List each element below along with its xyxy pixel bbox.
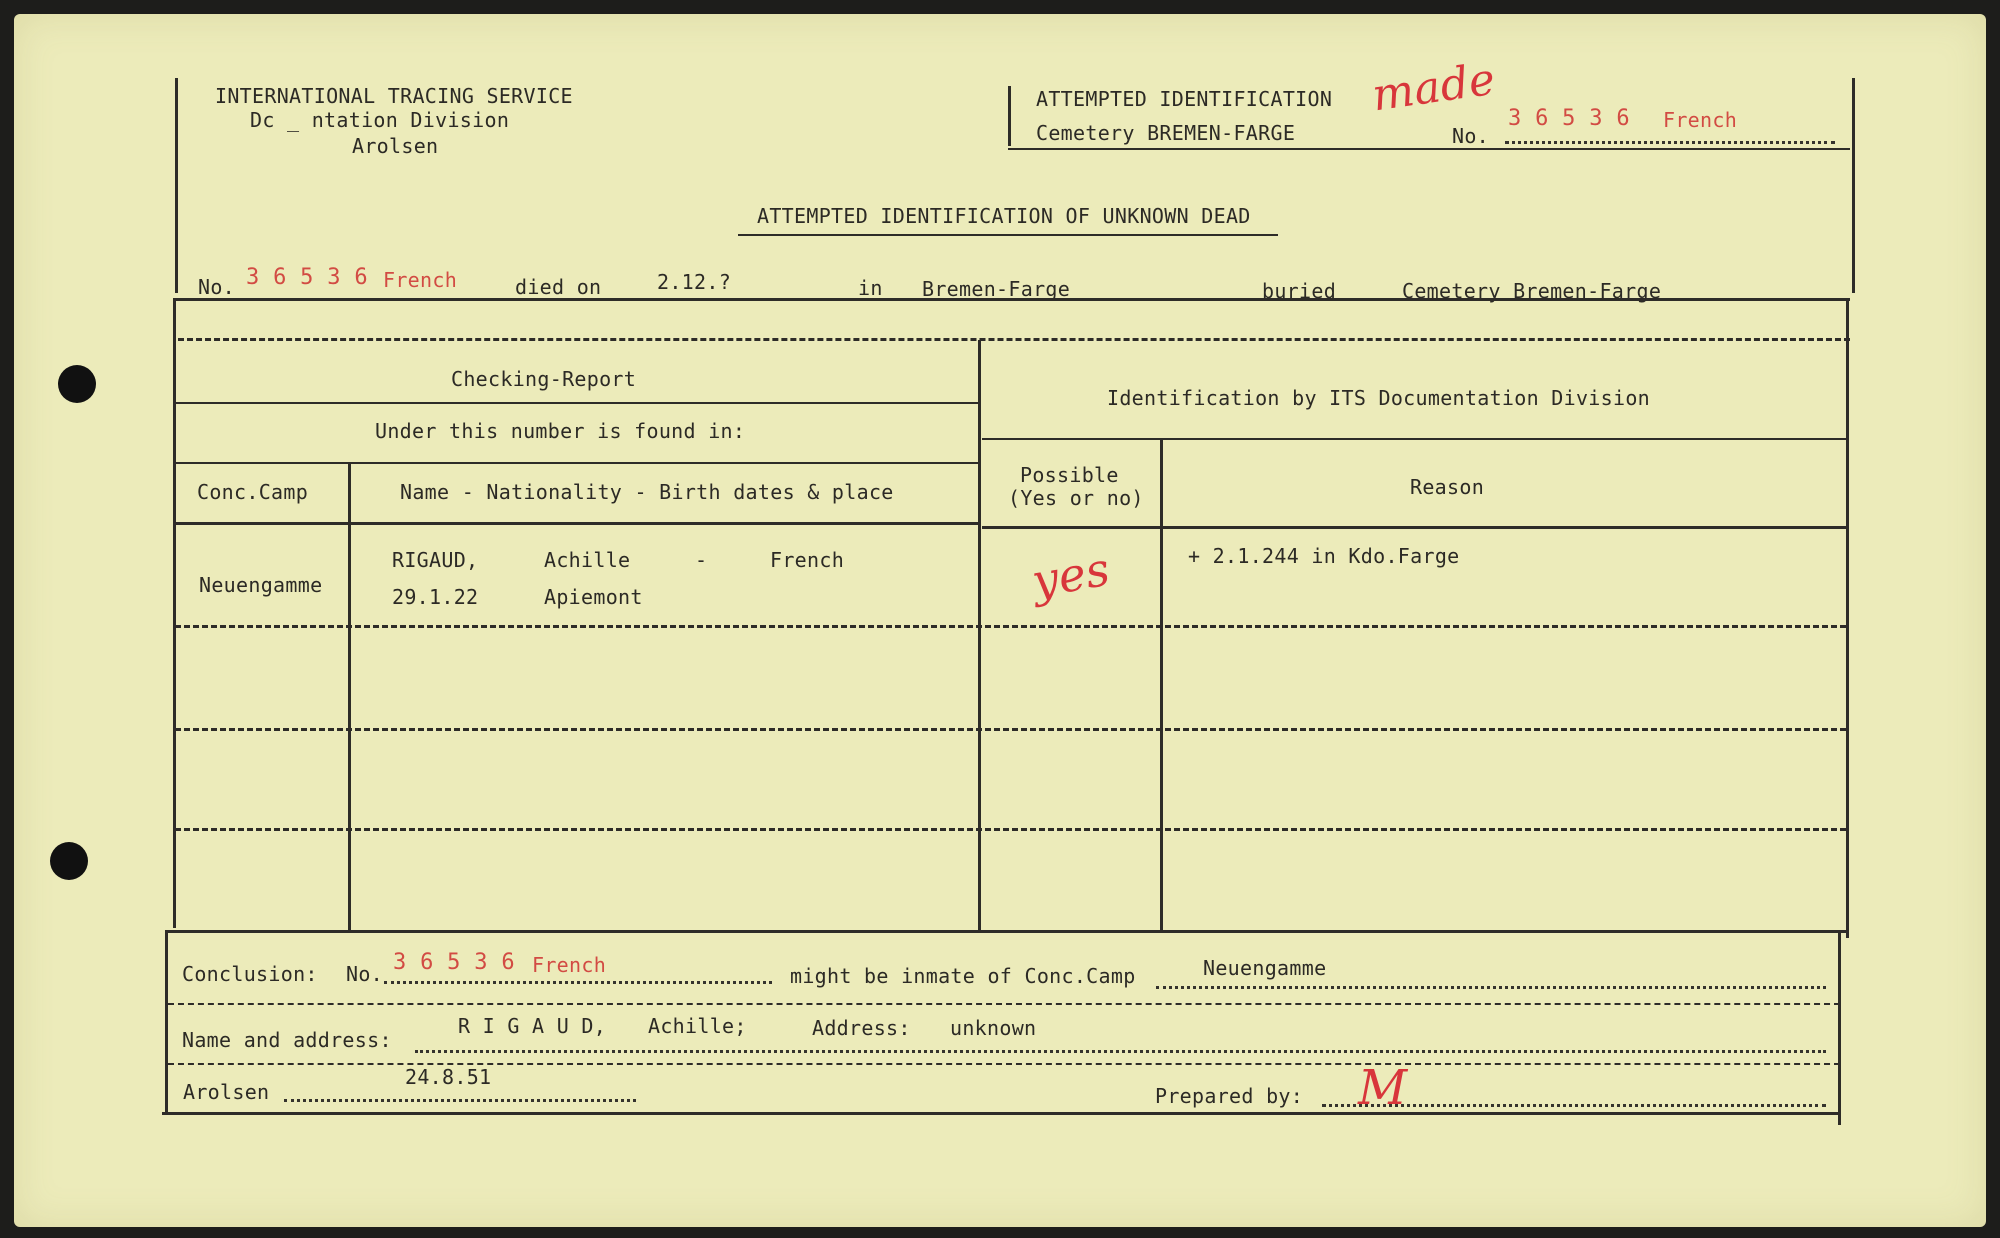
footer-prepared-initial: M: [1358, 1060, 1408, 1116]
row-line-3: [175, 828, 1846, 831]
table-left-border: [173, 298, 176, 928]
record-buried-value: Cemetery Bremen-Farge: [1402, 279, 1662, 303]
conclusion-line: [168, 1003, 1840, 1005]
org-line-1: INTERNATIONAL TRACING SERVICE: [215, 84, 573, 108]
header-box-no-value: 3 6 5 3 6: [1508, 106, 1630, 131]
table-middle-divider: [978, 340, 981, 930]
col-header-possible-2: (Yes or no): [1008, 486, 1144, 510]
header-box-no-label: No.: [1452, 124, 1490, 148]
table-col-divider-camp: [348, 462, 351, 930]
right-panel-title: Identification by ITS Documentation Division: [1107, 386, 1651, 410]
punch-hole-bottom: [50, 842, 88, 880]
left-panel-subtitle-line: [175, 462, 978, 464]
address-value: unknown: [950, 1016, 1037, 1040]
header-box-title: ATTEMPTED IDENTIFICATION: [1036, 87, 1333, 111]
handwritten-mark: made: [1369, 53, 1499, 122]
right-panel-title-line: [982, 438, 1846, 440]
conclusion-camp-dots: [1156, 986, 1826, 989]
col-header-camp: Conc.Camp: [197, 480, 309, 504]
row-nationality: French: [770, 548, 845, 572]
table-top-line: [178, 338, 1850, 341]
frame-left-top: [175, 78, 178, 293]
row-line-2: [175, 728, 1846, 731]
header-bottom-line-left: [175, 522, 978, 525]
conclusion-label: Conclusion:: [182, 962, 318, 986]
row-camp: Neuengamme: [199, 573, 323, 597]
form-title: ATTEMPTED IDENTIFICATION OF UNKNOWN DEAD: [757, 204, 1251, 228]
col-header-name: Name - Nationality - Birth dates & place: [400, 480, 894, 504]
conclusion-text: might be inmate of Conc.Camp: [790, 964, 1136, 988]
row-firstname: Achille: [544, 548, 631, 572]
row-possible-handwritten: yes: [1027, 541, 1114, 609]
header-bottom-line-right: [982, 526, 1846, 529]
record-place: Bremen-Farge: [922, 277, 1071, 301]
row-birth-place: Apiemont: [544, 585, 643, 609]
row-line-1: [175, 625, 1846, 628]
col-header-possible-1: Possible: [1020, 463, 1119, 487]
frame-right-top: [1852, 78, 1855, 293]
row-reason: + 2.1.244 in Kdo.Farge: [1188, 544, 1460, 568]
header-box-left-border: [1008, 86, 1011, 146]
record-no-value: 3 6 5 3 6: [246, 265, 368, 290]
punch-hole-top: [58, 365, 96, 403]
record-died-label: died on: [515, 275, 602, 299]
address-label: Address:: [812, 1016, 911, 1040]
left-panel-title-line: [175, 402, 978, 404]
name-address-label: Name and address:: [182, 1028, 392, 1052]
conclusion-no-value: 3 6 5 3 6: [393, 950, 515, 975]
record-died-value: 2.12.?: [657, 270, 732, 294]
table-bottom-line: [168, 930, 1846, 933]
lower-frame-left: [165, 930, 168, 1112]
row-dash: -: [695, 548, 708, 572]
org-line-3: Arolsen: [352, 134, 439, 158]
name-address-firstname: Achille;: [648, 1014, 747, 1038]
row-birth-date: 29.1.22: [392, 585, 479, 609]
footer-place: Arolsen: [183, 1080, 270, 1104]
left-panel-subtitle: Under this number is found in:: [375, 419, 746, 443]
footer-date-dots: [284, 1099, 636, 1102]
org-line-2: Dc _ ntation Division: [250, 108, 510, 132]
left-panel-title: Checking-Report: [451, 367, 637, 391]
form-title-underline: [738, 234, 1278, 236]
name-address-dots: [415, 1050, 1826, 1053]
footer-date: 24.8.51: [405, 1065, 492, 1089]
record-no-label: No.: [198, 275, 236, 299]
lower-frame-bottom: [162, 1112, 1840, 1115]
header-box-nationality: French: [1663, 108, 1738, 132]
conclusion-camp: Neuengamme: [1203, 956, 1327, 980]
conclusion-no-label: No.: [346, 962, 384, 986]
table-col-divider-possible: [1160, 438, 1163, 932]
conclusion-no-dots: [384, 981, 772, 984]
header-box-cemetery: Cemetery BREMEN-FARGE: [1036, 121, 1296, 145]
conclusion-nationality: French: [532, 953, 607, 977]
record-buried-label: buried: [1262, 279, 1337, 303]
table-right-border: [1846, 298, 1849, 938]
header-box-bottom-border: [1008, 148, 1850, 150]
row-surname: RIGAUD,: [392, 548, 479, 572]
footer-prepared-label: Prepared by:: [1155, 1084, 1304, 1108]
header-box-no-dots: [1505, 141, 1835, 144]
lower-frame-right: [1838, 930, 1841, 1125]
name-address-name: R I G A U D,: [458, 1014, 607, 1038]
record-in-label: in: [858, 276, 883, 300]
record-line: [175, 298, 1850, 301]
col-header-reason: Reason: [1410, 475, 1485, 499]
record-nationality: French: [383, 268, 458, 292]
